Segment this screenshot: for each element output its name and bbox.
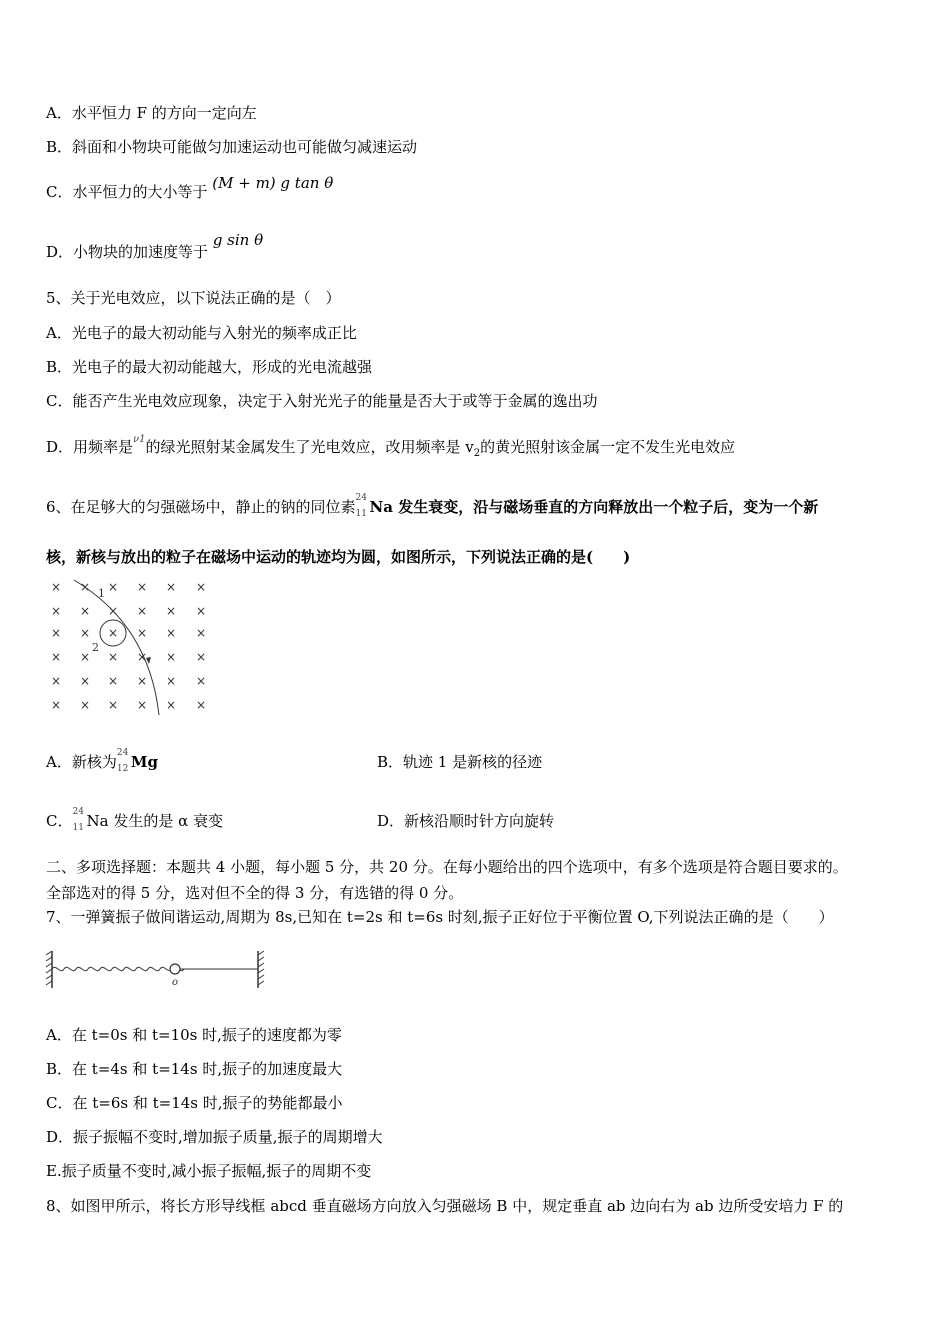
svg-text:×: ×: [107, 698, 119, 712]
svg-text:×: ×: [79, 626, 91, 640]
svg-text:×: ×: [136, 580, 148, 594]
spring: [52, 967, 184, 970]
q6-stem-line2: 核，新核与放出的粒子在磁场中运动的轨迹均为圆，如图所示，下列说法正确的是( ): [46, 548, 631, 566]
svg-text:×: ×: [165, 674, 177, 688]
svg-text:×: ×: [107, 650, 119, 664]
q7-option-d: D．振子振幅不变时,增加振子质量,振子的周期增大: [46, 1128, 383, 1146]
q5-nu1: ν1: [133, 434, 146, 445]
svg-text:×: ×: [165, 698, 177, 712]
q6-option-b: B．轨迹 1 是新核的径迹: [377, 753, 543, 771]
q4-option-c-text: C．水平恒力的大小等于: [46, 183, 208, 201]
q5-stem: 5、关于光电效应，以下说法正确的是（ ）: [46, 289, 341, 307]
right-wall-hatch: [258, 951, 264, 985]
fig-label-1: 1: [98, 587, 105, 600]
svg-text:×: ×: [79, 604, 91, 618]
svg-text:×: ×: [195, 626, 207, 640]
q5-option-b: B．光电子的最大初动能越大，形成的光电流越强: [46, 358, 373, 376]
svg-text:×: ×: [79, 674, 91, 688]
svg-text:×: ×: [107, 626, 119, 640]
q4-option-d-text: D．小物块的加速度等于: [46, 243, 209, 261]
svg-text:×: ×: [50, 626, 62, 640]
q5-option-c: C．能否产生光电效应现象，决定于入射光光子的能量是否大于或等于金属的逸出功: [46, 392, 598, 410]
svg-text:×: ×: [50, 604, 62, 618]
q5-option-d-mid: 的绿光照射某金属发生了光电效应，改用频率是 v: [145, 438, 474, 456]
q4-option-d-formula: g sin θ: [212, 231, 264, 249]
field-cross-grid: [51, 580, 206, 712]
svg-text:×: ×: [195, 650, 207, 664]
na-mass-number: 24: [355, 493, 367, 503]
svg-text:×: ×: [50, 580, 62, 594]
q5-option-d: [46, 434, 736, 464]
left-wall-hatch: [46, 951, 52, 985]
svg-text:×: ×: [79, 698, 91, 712]
svg-text:×: ×: [165, 604, 177, 618]
fig-label-2: 2: [92, 641, 99, 654]
svg-text:×: ×: [79, 650, 91, 664]
svg-text:×: ×: [79, 580, 91, 594]
mg-isotope: [116, 748, 131, 774]
q6-stem: [46, 493, 819, 519]
oscillator-ball: [170, 964, 180, 974]
svg-text:×: ×: [136, 698, 148, 712]
q6-option-c-post: Na 发生的是 α 衰变: [86, 812, 223, 830]
svg-text:×: ×: [107, 674, 119, 688]
q6-option-c-pre: C．: [46, 812, 73, 830]
q4-option-d: [46, 231, 264, 262]
q7-stem: 7、一弹簧振子做间谐运动,周期为 8s,已知在 t=2s 和 t=6s 时刻,振子正好位于平衡位置 O,下列说法正确的是（ ）: [46, 908, 834, 926]
mg-atomic-number: 12: [116, 764, 129, 774]
mg-mass-number: 24: [116, 748, 129, 758]
q6-stem-post: Na 发生衰变，沿与磁场垂直的方向释放出一个粒子后，变为一个新: [369, 498, 819, 516]
svg-text:×: ×: [136, 650, 148, 664]
svg-text:×: ×: [107, 604, 119, 618]
spring-oscillator-figure: [44, 943, 274, 998]
q6-option-a-post: Mg: [130, 753, 158, 771]
q5-option-d-pre: D．用频率是: [46, 438, 134, 456]
q4-option-c-formula: (M + m) g tan θ: [212, 174, 334, 192]
svg-text:×: ×: [50, 698, 62, 712]
q5-option-d-post: 的黄光照射该金属一定不发生光电效应: [480, 438, 736, 456]
svg-text:×: ×: [195, 580, 207, 594]
svg-text:×: ×: [165, 580, 177, 594]
svg-text:×: ×: [195, 698, 207, 712]
svg-text:×: ×: [136, 626, 148, 640]
q5-option-a: A．光电子的最大初动能与入射光的频率成正比: [46, 324, 357, 342]
svg-text:×: ×: [136, 674, 148, 688]
na-isotope-c: [72, 807, 86, 833]
na-atomic-number: 11: [355, 509, 367, 519]
q6-stem-pre: 6、在足够大的匀强磁场中，静止的钠的同位素: [46, 498, 356, 516]
na-c-mass-number: 24: [72, 807, 84, 817]
q6-option-a: [46, 748, 158, 774]
q6-option-a-pre: A．新核为: [46, 753, 117, 771]
svg-text:×: ×: [107, 580, 119, 594]
q8-stem: 8、如图甲所示，将长方形导线框 abcd 垂直磁场方向放入匀强磁场 B 中，规定垂直 ab 边向右为 ab 边所受安培力 F 的: [46, 1197, 844, 1215]
q6-option-c: [46, 807, 223, 833]
svg-text:×: ×: [136, 604, 148, 618]
q4-option-c: [46, 174, 334, 202]
svg-text:×: ×: [50, 674, 62, 688]
q7-option-e: E.振子质量不变时,减小振子振幅,振子的周期不变: [46, 1162, 372, 1180]
section2-line1: 二、多项选择题：本题共 4 小题，每小题 5 分，共 20 分。在每小题给出的四个选项中，有多个选项是符合题目要求的。: [46, 858, 848, 876]
q4-option-b: B．斜面和小物块可能做匀加速运动也可能做匀减速运动: [46, 138, 418, 156]
na-c-atomic-number: 11: [72, 823, 84, 833]
q7-option-c: C．在 t=6s 和 t=14s 时,振子的势能都最小: [46, 1094, 343, 1112]
q4-option-a: A．水平恒力 F 的方向一定向左: [46, 104, 257, 122]
section2-line2: 全部选对的得 5 分，选对但不全的得 3 分，有选错的得 0 分。: [46, 884, 464, 902]
svg-text:×: ×: [195, 674, 207, 688]
svg-text:×: ×: [195, 604, 207, 618]
q7-option-b: B．在 t=4s 和 t=14s 时,振子的加速度最大: [46, 1060, 343, 1078]
q6-option-d: D．新核沿顺时针方向旋转: [377, 812, 555, 830]
q7-option-a: A．在 t=0s 和 t=10s 时,振子的速度都为零: [46, 1026, 342, 1044]
svg-text:×: ×: [165, 650, 177, 664]
svg-text:×: ×: [50, 650, 62, 664]
large-trajectory-arc: [74, 580, 159, 715]
fig-label-o: o: [172, 977, 179, 988]
q5-v2-subscript: 2: [473, 448, 481, 459]
svg-text:×: ×: [165, 626, 177, 640]
magnetic-field-figure: [44, 575, 224, 720]
na-isotope: [355, 493, 370, 519]
